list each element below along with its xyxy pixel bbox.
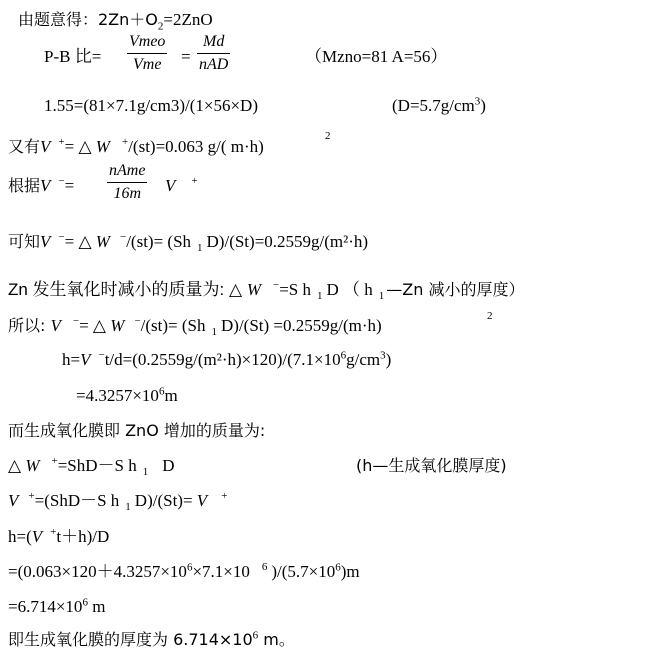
symbol-v: V: [40, 176, 51, 195]
symbol-v: V: [31, 527, 43, 546]
text: —Zn 减小的厚度）: [386, 280, 525, 299]
symbol-v: V: [40, 232, 51, 251]
text: 又有: [8, 137, 41, 156]
symbol-v: V: [8, 491, 19, 510]
symbol-v: V: [196, 491, 208, 510]
line-7: [8, 279, 525, 303]
symbol-v: V: [165, 176, 176, 195]
symbol-v: V: [80, 350, 91, 369]
numerator: Md: [203, 33, 225, 50]
superscript: 6: [82, 596, 88, 609]
text: = △: [64, 137, 96, 156]
denominator: 16m: [113, 185, 141, 202]
subscript: 2: [157, 20, 164, 33]
symbol-v: V: [40, 137, 51, 156]
superscript: 6: [261, 561, 268, 574]
superscript: 6: [335, 561, 341, 574]
text: )/(5.7×10: [271, 562, 336, 581]
text: m: [87, 597, 106, 616]
superscript: +: [51, 455, 58, 468]
superscript: −: [72, 315, 80, 328]
symbol-w: W: [246, 280, 261, 299]
line-5-tail: [165, 176, 198, 196]
text: P-B 比=: [44, 47, 102, 66]
text: △: [8, 456, 26, 475]
superscript: +: [121, 136, 129, 149]
pb-label: [44, 47, 101, 67]
line-15: [8, 562, 360, 582]
symbol-w: W: [95, 137, 110, 156]
text: =ShD－S h: [57, 456, 137, 475]
superscript: +: [28, 490, 35, 503]
denominator: Vme: [133, 56, 162, 73]
fraction-md-nad: [197, 32, 230, 75]
text: h=: [62, 350, 81, 369]
numerator: nAme: [109, 162, 146, 179]
text: = △: [64, 232, 96, 251]
subscript: 1: [197, 242, 203, 255]
pb-note: （Mzno=81 A=56）: [305, 47, 448, 66]
text: h=(: [8, 527, 32, 546]
symbol-w: W: [95, 232, 110, 251]
superscript: −: [119, 231, 127, 244]
line-11: [8, 421, 265, 441]
equals: =: [181, 47, 191, 66]
text: m。: [258, 630, 295, 649]
text: ): [480, 96, 486, 115]
superscript: −: [98, 349, 105, 362]
text: 所以:: [8, 316, 51, 335]
line-5: [8, 176, 74, 196]
text: 可知: [8, 232, 41, 251]
superscript: +: [191, 175, 198, 188]
text: D （ h: [326, 280, 373, 299]
line-9: [62, 350, 391, 370]
superscript: 6: [186, 561, 193, 574]
superscript: −: [134, 315, 141, 328]
text: =(ShD－S h: [34, 491, 120, 510]
line-14: [8, 527, 109, 547]
line-17: [8, 630, 295, 650]
subscript: 1: [142, 466, 149, 479]
symbol-v: V: [50, 316, 61, 335]
line-8: [8, 315, 382, 339]
fraction-bar: [127, 53, 167, 54]
line-10: [76, 386, 178, 406]
line-12-note: [356, 456, 507, 476]
line-3-note: [392, 96, 486, 116]
line-13: [8, 490, 228, 514]
superscript: −: [272, 279, 280, 292]
text: 由题意得：2Zn＋O: [18, 10, 158, 29]
text: D: [162, 456, 175, 475]
line-3: [44, 96, 258, 116]
fraction-vmeo-vme: [127, 32, 167, 75]
text: Zn 发生氧化时减小的质量为: △: [8, 280, 247, 299]
text: =S h: [279, 280, 311, 299]
text: =(0.063×120＋4.3257×10: [8, 562, 187, 581]
superscript: +: [50, 526, 57, 539]
text: 而生成氧化膜即 ZnO 增加的质量为:: [8, 421, 266, 440]
line-16: [8, 597, 105, 617]
text: (h—生成氧化膜厚度): [356, 456, 507, 475]
line-6: [8, 231, 369, 255]
superscript: −: [58, 231, 65, 244]
text: D)/(St) =0.2559g/(m·h): [221, 316, 382, 335]
subscript: 1: [317, 290, 323, 303]
text: /(st)=0.063 g/( m·h): [128, 137, 264, 156]
text: )m: [340, 562, 360, 581]
fraction-bar: [197, 53, 230, 54]
fraction-bar: [107, 182, 147, 183]
superscript: 2: [487, 310, 493, 322]
text: D)/(St)=0.2559g/(m²·h): [206, 232, 369, 251]
superscript: +: [221, 490, 228, 503]
line-1: [18, 10, 213, 33]
subscript: 1: [211, 326, 217, 339]
superscript: +: [58, 136, 65, 149]
denominator: nAD: [199, 56, 229, 73]
text: ×7.1×10: [192, 562, 250, 581]
text: =: [64, 176, 75, 195]
text: /(st)= (Sh: [140, 316, 206, 335]
subscript: 1: [125, 501, 131, 514]
superscript: −: [58, 175, 65, 188]
text: m: [164, 386, 178, 405]
line-12: [8, 455, 175, 479]
text: 即生成氧化膜的厚度为 6.714×10: [8, 630, 253, 649]
text: /(st)= (Sh: [126, 232, 192, 251]
text: 1.55=(81×7.1g/cm3)/(1×56×D): [44, 96, 258, 115]
text: t＋h)/D: [56, 527, 110, 546]
text: = △: [79, 316, 111, 335]
text: (D=5.7g/cm: [392, 96, 475, 115]
text: t/d=(0.2559g/(m²·h)×120)/(7.1×10: [104, 350, 341, 369]
text: ): [385, 350, 392, 369]
text: =2ZnO: [163, 10, 213, 29]
superscript: 3: [474, 95, 481, 108]
superscript: 6: [340, 349, 347, 362]
numerator: Vmeo: [129, 33, 166, 50]
text: D)/(St)=: [134, 491, 197, 510]
line-4: [8, 137, 264, 157]
superscript: 6: [158, 385, 165, 398]
symbol-w: W: [25, 456, 40, 475]
text: =4.3257×10: [76, 386, 159, 405]
text: =6.714×10: [8, 597, 83, 616]
symbol-w: W: [110, 316, 125, 335]
text: g/cm: [346, 350, 381, 369]
superscript: 3: [380, 349, 386, 362]
fraction-name-16m: [107, 161, 147, 204]
subscript: 1: [378, 290, 385, 303]
text: 根据: [8, 176, 41, 195]
superscript: 2: [325, 130, 331, 142]
superscript: 6: [252, 629, 259, 642]
